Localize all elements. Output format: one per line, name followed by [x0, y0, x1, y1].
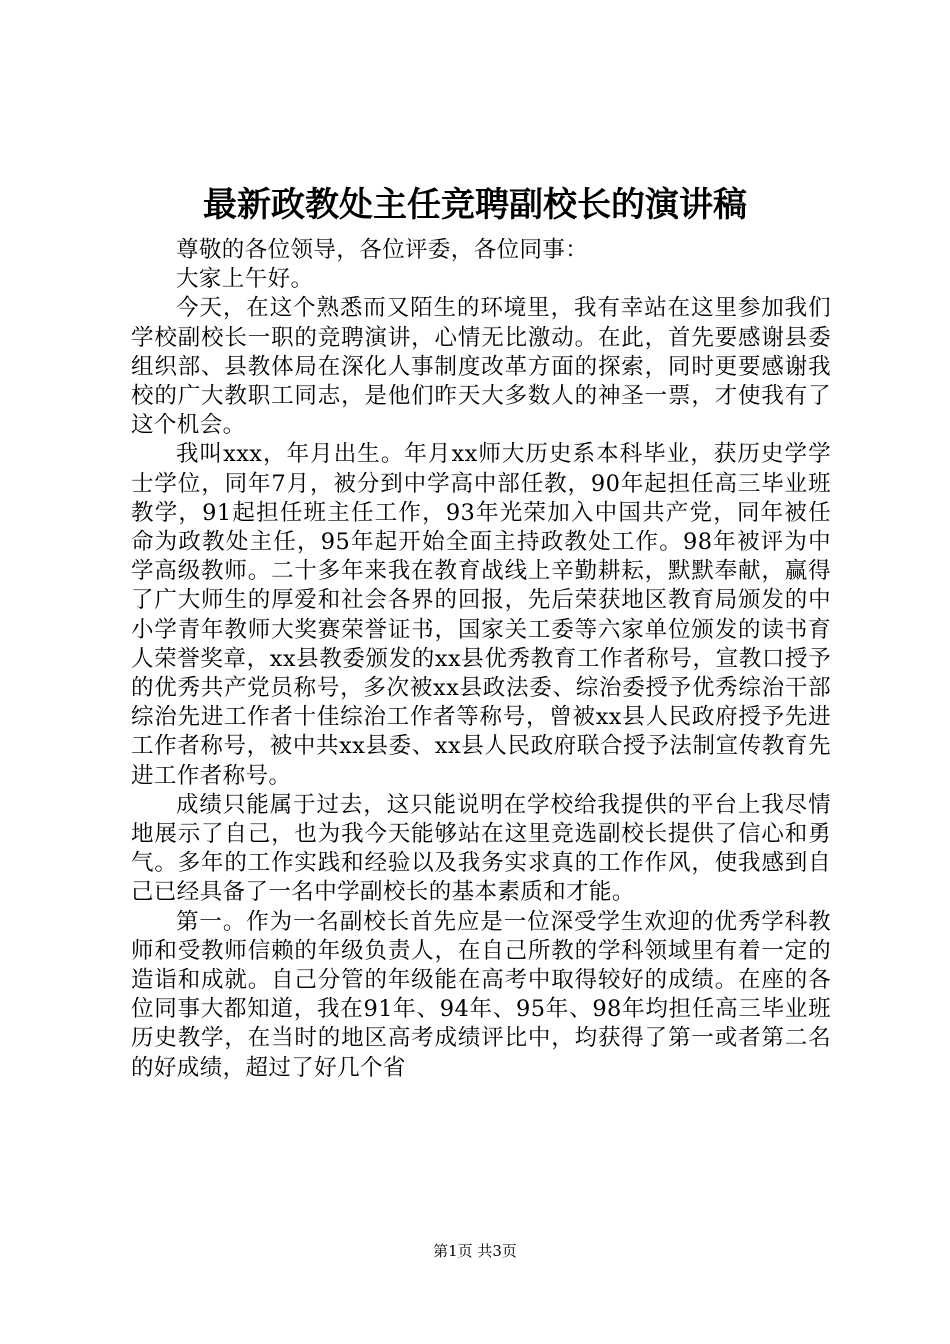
- body-paragraph: 成绩只能属于过去，这只能说明在学校给我提供的平台上我尽情地展示了自己，也为我今天能够站在这里竞选副校长提供了信心和勇气。多年的工作实践和经验以及我务实求真的工作作风，使我感到自己已经具备了一名中学副校长的基本素质和才能。: [131, 791, 831, 906]
- body-paragraph: 第一。作为一名副校长首先应是一位深受学生欢迎的优秀学科教师和受教师信赖的年级负责人，在自己所教的学科领域里有着一定的造诣和成就。自己分管的年级能在高考中取得较好的成绩。在座的各位同事大都知道，我在91年、94年、95年、98年均担任高三毕业班历史教学，在当时的地区高考成绩评比中，均获得了第一或者第二名的好成绩，超过了好几个省: [131, 908, 831, 1081]
- body-paragraph: 今天，在这个熟悉而又陌生的环境里，我有幸站在这里参加我们学校副校长一职的竞聘演讲，心情无比激动。在此，首先要感谢县委组织部、县教体局在深化人事制度改革方面的探索，同时更要感谢我校的广大教职工同志，是他们昨天大多数人的神圣一票，才使我有了这个机会。: [131, 295, 831, 439]
- greeting-paragraph: 大家上午好。: [176, 266, 314, 293]
- salutation-paragraph: 尊敬的各位领导，各位评委，各位同事：: [176, 237, 589, 263]
- page-number-footer: 第1页 共3页: [433, 1242, 517, 1260]
- body-paragraph: 我叫xxx，年月出生。年月xx师大历史系本科毕业，获历史学学士学位，同年7月，被分到中学高中部任教，90年起担任高三毕业班教学，91起担任班主任工作，93年光荣加入中国共产党，同年被任命为政教处主任，95年起开始全面主持政教处工作。98年被评为中学高级教师。二十多年来我在教育战线上辛勤耕耘，默默奉献，赢得了广大师生的厚爱和社会各界的回报，先后荣获地区教育局颁发的中小学青年教师大奖赛荣誉证书，国家关工委等六家单位颁发的读书育人荣誉奖章，xx县教委颁发的xx县优秀教育工作者称号，宣教口授予的优秀共产党员称号，多次被xx县政法委、综治委授予优秀综治干部综治先进工作者十佳综治工作者等称号，曾被xx县人民政府授予先进工作者称号，被中共xx县委、xx县人民政府联合授予法制宣传教育先进工作者称号。: [131, 441, 831, 789]
- document-title: 最新政教处主任竞聘副校长的演讲稿: [203, 185, 747, 225]
- document-body: [131, 236, 831, 1083]
